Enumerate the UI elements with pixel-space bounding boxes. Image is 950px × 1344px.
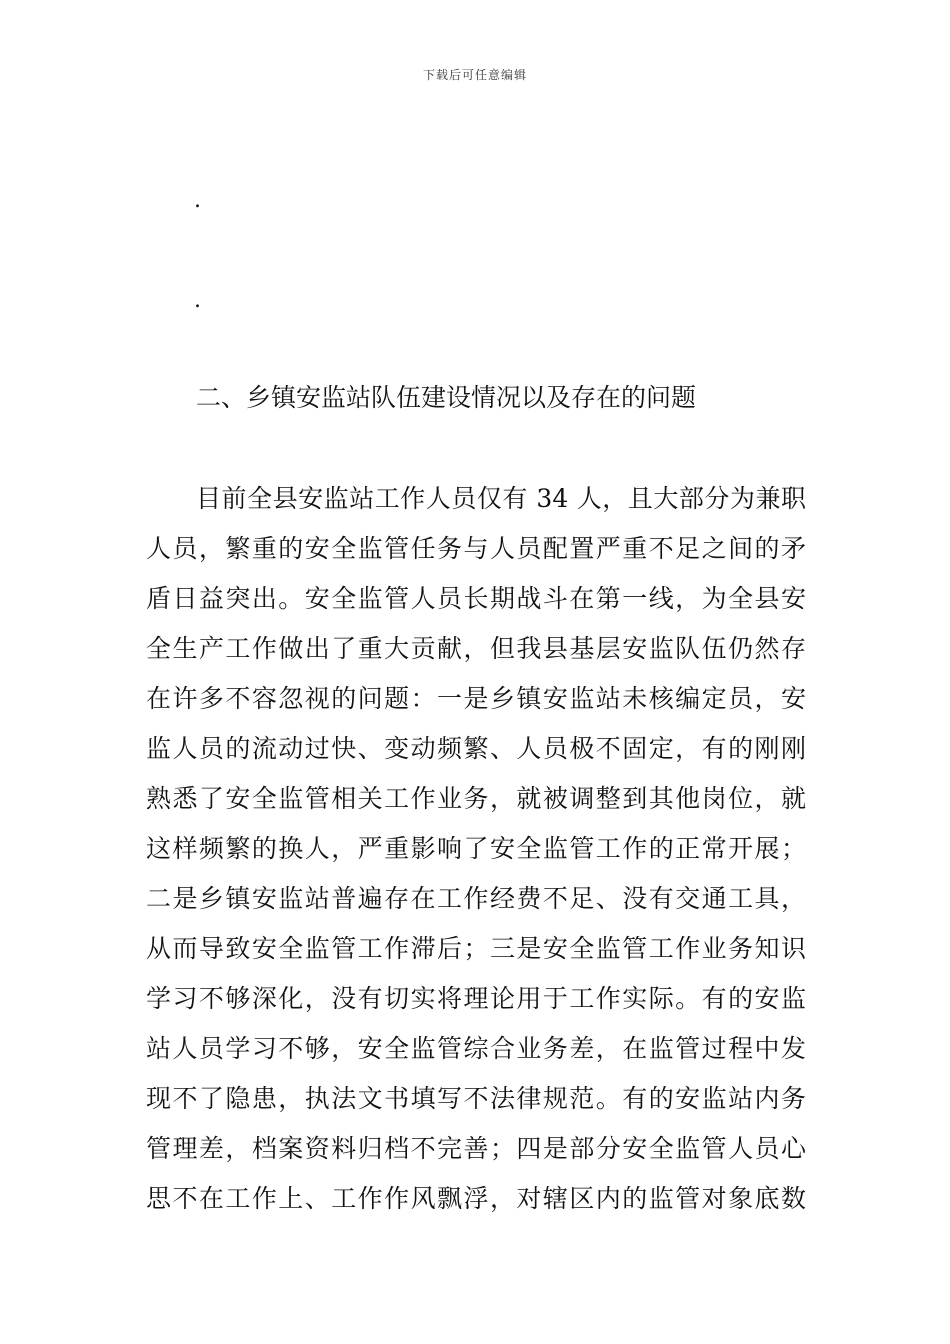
body-line-15: 思不在工作上、工作作风飘浮，对辖区内的监管对象底数 <box>146 1184 806 1213</box>
body-line-14: 管理差，档案资料归档不完善；四是部分安全监管人员心 <box>146 1134 806 1163</box>
bullet-dot-2: . <box>194 288 201 313</box>
body-line-2: 人员，繁重的安全监管任务与人员配置严重不足之间的矛 <box>146 534 806 563</box>
body-line-12: 站人员学习不够，安全监管综合业务差，在监管过程中发 <box>146 1034 806 1063</box>
body-line-4: 全生产工作做出了重大贡献，但我县基层安监队伍仍然存 <box>146 634 806 663</box>
body-line-5: 在许多不容忽视的问题：一是乡镇安监站未核编定员，安 <box>146 684 806 713</box>
body-line-3: 盾日益突出。安全监管人员长期战斗在第一线，为全县安 <box>146 584 806 613</box>
bullet-dot-1: . <box>194 188 201 213</box>
body-line-11: 学习不够深化，没有切实将理论用于工作实际。有的安监 <box>146 984 806 1013</box>
body-line-7: 熟悉了安全监管相关工作业务，就被调整到其他岗位，就 <box>146 784 806 813</box>
body-line-9: 二是乡镇安监站普遍存在工作经费不足、没有交通工具， <box>146 884 806 913</box>
section-heading: 二、乡镇安监站队伍建设情况以及存在的问题 <box>196 383 697 412</box>
header-note: 下载后可任意编辑 <box>422 68 527 82</box>
body-line-10: 从而导致安全监管工作滞后；三是安全监管工作业务知识 <box>146 934 806 963</box>
body-line-6: 监人员的流动过快、变动频繁、人员极不固定，有的刚刚 <box>146 734 806 763</box>
body-line-13: 现不了隐患，执法文书填写不法律规范。有的安监站内务 <box>146 1084 806 1113</box>
body-line-1: 目前全县安监站工作人员仅有 34 人，且大部分为兼职 <box>196 484 806 513</box>
body-paragraph <box>146 480 806 1230</box>
body-line-8: 这样频繁的换人，严重影响了安全监管工作的正常开展； <box>146 834 806 863</box>
